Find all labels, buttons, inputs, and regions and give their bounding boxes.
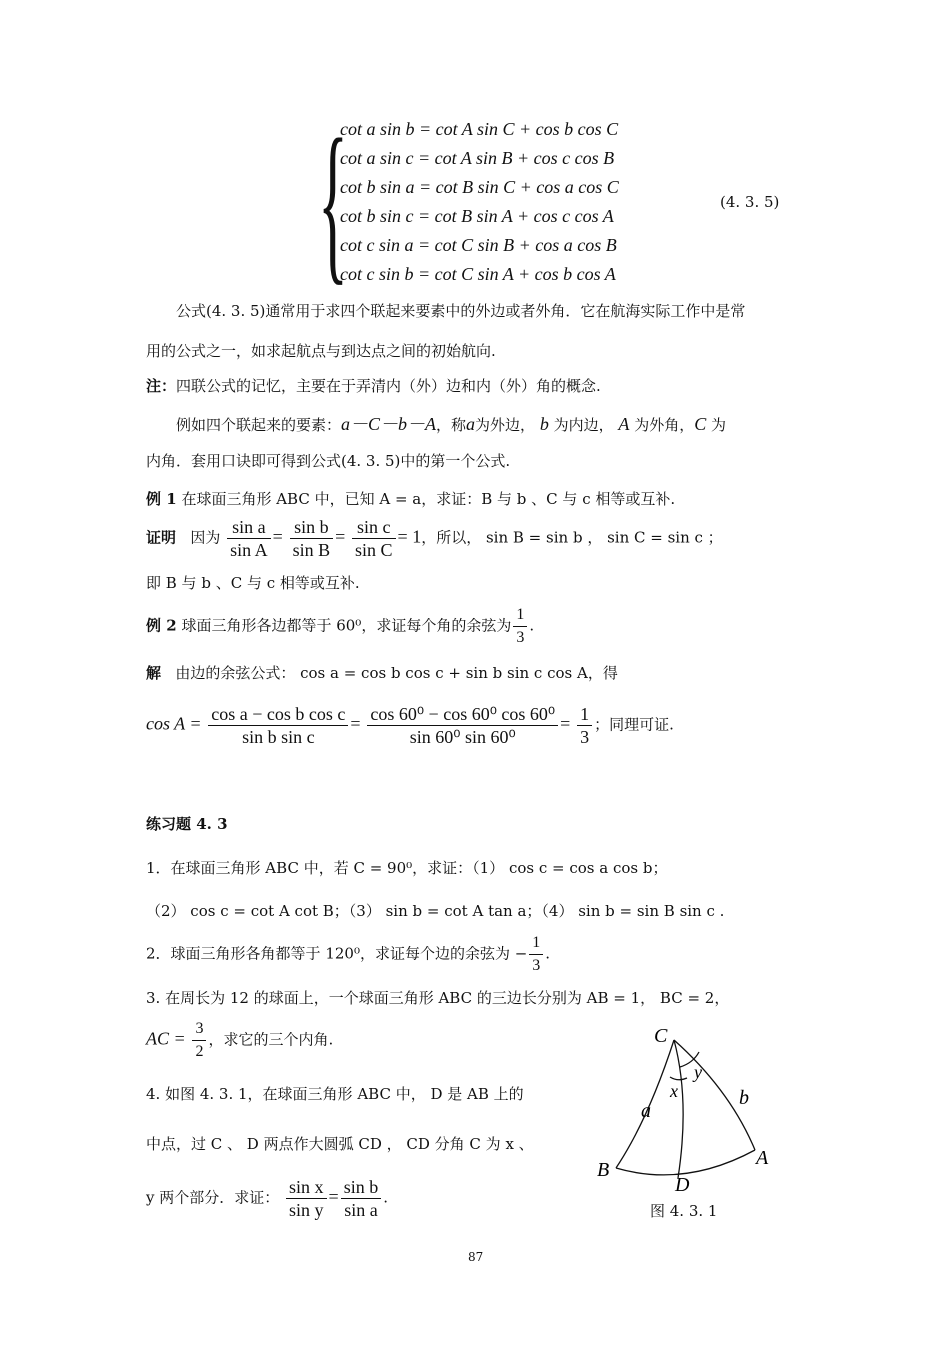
exercise-2-text: 2．球面三角形各角都等于 120⁰，求证每个边的余弦为 − — [146, 944, 528, 963]
exercise-4-line-2: 中点，过 C 、 D 两点作大圆弧 CD ， CD 分角 C 为 x 、 — [146, 1135, 534, 1153]
example-2-end: . — [529, 616, 535, 635]
example-1-label: 例 1 — [146, 490, 177, 508]
label-A: A — [756, 1147, 769, 1169]
solution-fraction-1: $\frac{\text{cos a − cos b cos c}}{\text{sin b sin c}}$ — [208, 703, 348, 748]
note-label: 注： — [146, 377, 177, 395]
proof-because: 因为 — [190, 528, 221, 547]
p2-sequence: a－C－b－A — [341, 414, 437, 434]
solution-fraction-3: $\frac{1}{3}$ — [577, 703, 592, 748]
p2-text-g: 为内边， — [553, 416, 614, 434]
proof-fraction-c: $\frac{\text{sin c}}{\text{sin C}}$ — [352, 516, 396, 561]
p2-var-a: a — [466, 414, 476, 434]
system-line-3: cot b sin a = cot B sin C + cos a cos C — [340, 177, 619, 197]
label-D: D — [675, 1174, 690, 1196]
solution-tail: ；同理可证. — [594, 715, 674, 734]
example-2-fraction: $\frac{1}{3}$ — [513, 604, 527, 649]
example-2 — [146, 604, 534, 649]
solution-line-1 — [146, 662, 618, 683]
exercise-4-line-3 — [146, 1176, 388, 1221]
p2-text-k: 为 — [711, 416, 727, 434]
example-2-text: 球面三角形各边都等于 60⁰，求证每个角的余弦为 — [181, 616, 512, 635]
paragraph-1-line-1: 公式(4. 3. 5)通常用于求四个联起来要素中的外边或者外角．它在航海实际工作中是常 — [176, 302, 746, 320]
paragraph-1-line-2: 用的公式之一，如求起航点与到达点之间的初始航向. — [146, 342, 496, 360]
solution-fraction-2: $\frac{\text{cos 60⁰ − cos 60⁰ cos 60⁰}}{\text{sin 60⁰ sin 60⁰}}$ — [367, 703, 558, 748]
solution-formula: cos A = $\frac{\text{cos a − cos b cos c}}{\text{sin b sin c}}$ = $\frac{\text{cos 60⁰ − cos 60⁰ cos 60⁰}}{\text{sin 60⁰ sin 60⁰}}$ = $\frac{1}{3}$ ；同理可证. — [146, 704, 674, 747]
label-B: B — [597, 1159, 610, 1181]
proof-fraction-b: $\frac{\text{sin b}}{\text{sin B}}$ — [290, 516, 334, 561]
p2-var-A: A — [618, 414, 630, 434]
equation-number: (4. 3. 5) — [720, 193, 780, 211]
example-2-label: 例 2 — [146, 616, 177, 635]
equation-system — [340, 115, 619, 289]
exercise-4-line-1: 4. 如图 4. 3. 1，在球面三角形 ABC 中， D 是 AB 上的 — [146, 1085, 524, 1103]
system-brace: { — [318, 102, 348, 300]
p2-text-e: 为外边， — [475, 416, 536, 434]
exercise-2 — [146, 932, 550, 977]
system-line-2: cot a sin c = cot A sin B + cos c cos B — [340, 148, 615, 168]
system-line-1: cot a sin b = cot A sin C + cos b cos C — [340, 119, 619, 139]
exercise-3-text: ，求它的三个内角. — [208, 1030, 334, 1049]
proof-line-2: 即 B 与 b 、C 与 c 相等或互补. — [146, 574, 360, 592]
proof-fraction-a: $\frac{\text{sin a}}{\text{sin A}}$ — [227, 516, 271, 561]
proof-rest: ，所以， sin B = sin b ， sin C = sin c ； — [421, 528, 723, 547]
exercise-3-line-1: 3. 在周长为 12 的球面上，一个球面三角形 ABC 的三边长分别为 AB = 1， BC = 2， — [146, 989, 730, 1007]
paragraph-2-line-2: 内角．套用口诀即可得到公式(4. 3. 5)中的第一个公式. — [146, 452, 511, 470]
exercise-2-end: . — [545, 944, 551, 963]
exercise-2-fraction: $\frac{1}{3}$ — [529, 932, 543, 977]
solution-label: 解 — [146, 664, 162, 682]
p2-text-a: 例如四个联起来的要素： — [176, 416, 342, 434]
exercise-4-end: . — [383, 1188, 388, 1207]
proof-line-1: 证明 因为 $\frac{\text{sin a}}{\text{sin A}}$ = $\frac{\text{sin b}}{\text{sin B}}$ = $\frac{\text{sin c}}{\text{sin C}}$ = 1，所以， sin B = sin b ， sin C = sin c ； — [146, 517, 723, 560]
paragraph-2-line-1 — [176, 410, 726, 436]
solution-lhs: cos A = — [146, 713, 202, 734]
exercise-4-fraction-2: $\frac{\text{sin b}}{\text{sin a}}$ — [341, 1176, 382, 1221]
example-1-text: 在球面三角形 ABC 中，已知 A = a，求证：B 与 b 、C 与 c 相等或互补. — [181, 490, 676, 508]
label-x: x — [670, 1081, 678, 1101]
exercise-title: 练习题 4. 3 — [146, 815, 228, 833]
exercise-4-text: y 两个部分．求证： — [146, 1188, 280, 1207]
proof-label: 证明 — [146, 528, 177, 547]
arc-BA — [616, 1150, 755, 1175]
exercise-3-fraction: $\frac{3}{2}$ — [192, 1018, 206, 1063]
p2-text-c: ，称 — [436, 416, 467, 434]
exercise-3-line-2 — [146, 1018, 333, 1063]
exercise-4-fraction-1: $\frac{\text{sin x}}{\text{sin y}}$ — [286, 1176, 327, 1221]
figure-caption: 图 4. 3. 1 — [650, 1202, 718, 1220]
system-line-5: cot c sin a = cot C sin B + cos a cos B — [340, 235, 617, 255]
label-a: a — [641, 1100, 651, 1122]
angle-mark-x — [670, 1077, 687, 1080]
note-text: 四联公式的记忆，主要在于弄清内（外）边和内（外）角的概念. — [176, 377, 601, 395]
system-line-4: cot b sin c = cot B sin A + cos c cos A — [340, 206, 614, 226]
example-1 — [146, 488, 675, 509]
arc-CD — [674, 1040, 683, 1178]
solution-text: 由边的余弦公式： cos a = cos b cos c + sin b sin c cos A，得 — [175, 664, 618, 682]
exercise-1-line-2: （2） cos c = cot A cot B；（3） sin b = cot A tan a；（4） sin b = sin B sin c . — [146, 902, 725, 920]
label-y: y — [694, 1062, 702, 1082]
p2-var-C: C — [694, 414, 707, 434]
exercise-1-line-1: 1．在球面三角形 ABC 中，若 C = 90⁰，求证：（1） cos c = cos a cos b； — [146, 859, 668, 877]
label-b: b — [739, 1087, 749, 1109]
spherical-triangle-figure — [590, 1020, 790, 1205]
exercise-4-eq: = — [328, 1186, 339, 1207]
page-number: 87 — [468, 1250, 484, 1264]
label-C: C — [654, 1025, 668, 1047]
system-line-6: cot c sin b = cot C sin A + cos b cos A — [340, 264, 616, 284]
exercise-3-lhs: AC = — [146, 1028, 186, 1049]
p2-text-i: 为外角， — [634, 416, 695, 434]
note — [146, 375, 601, 396]
p2-var-b: b — [539, 414, 549, 434]
proof-eq-one: = 1 — [397, 526, 422, 547]
